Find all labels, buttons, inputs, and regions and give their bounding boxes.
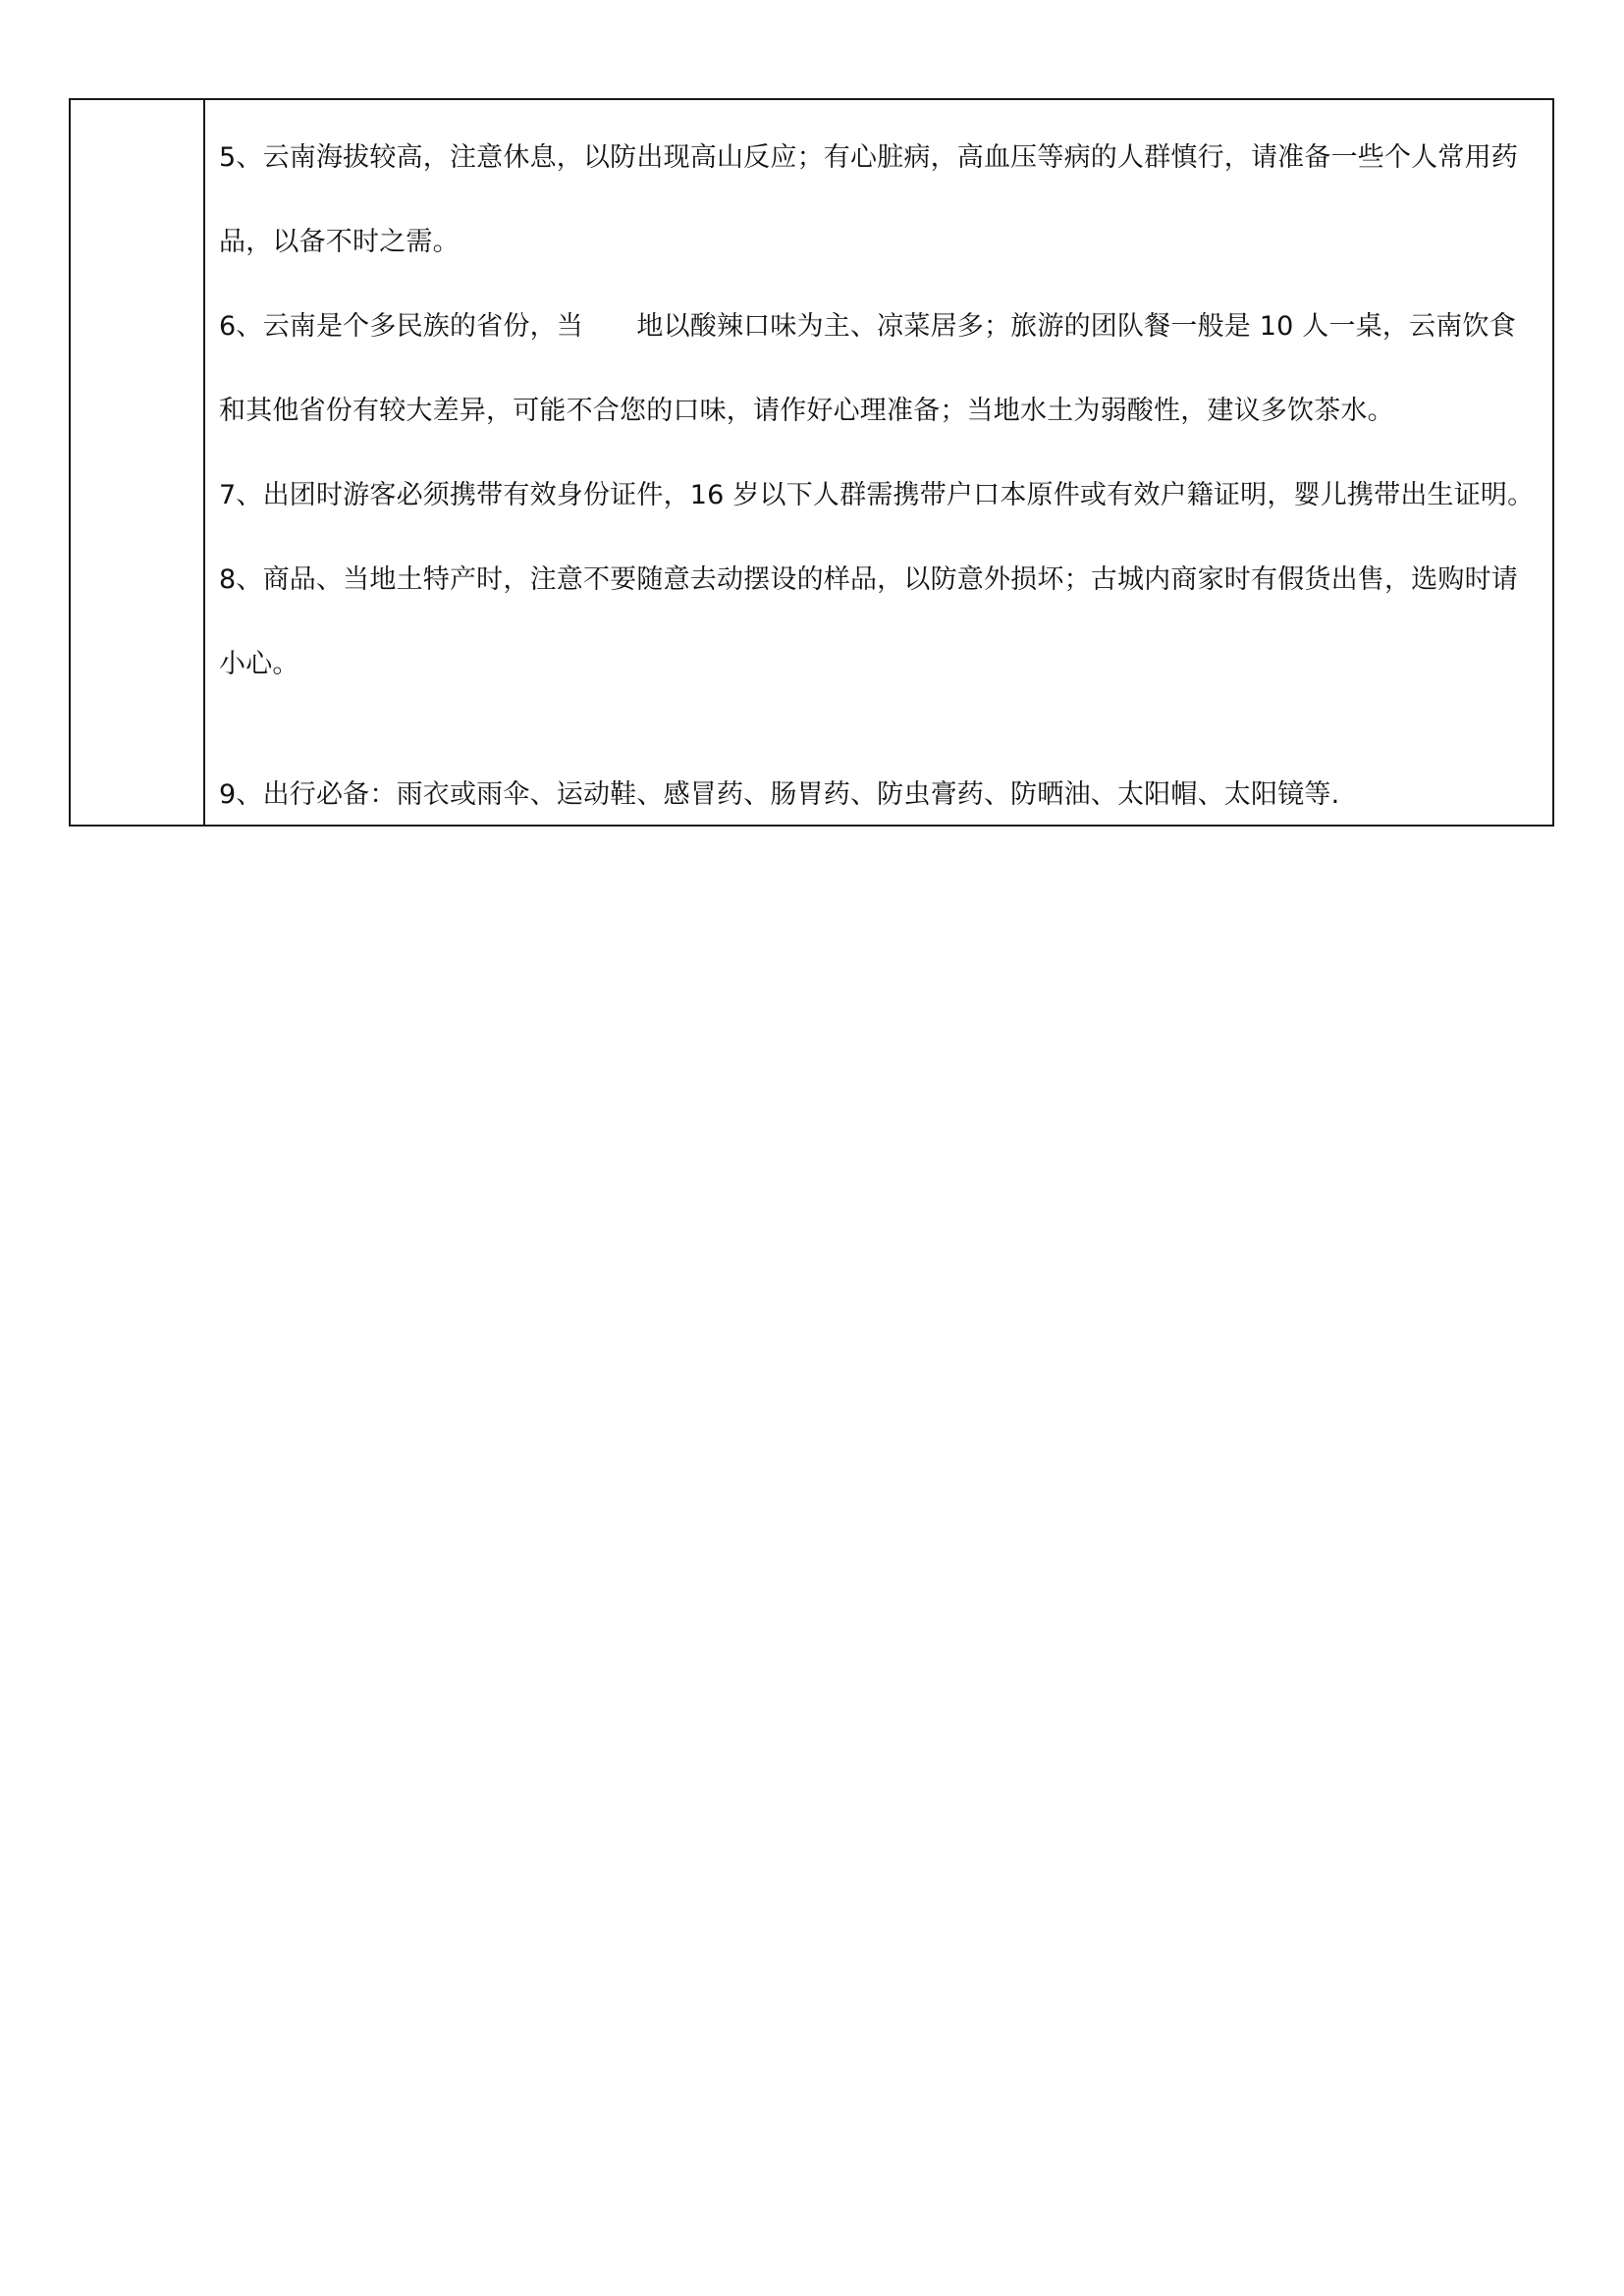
table-label-cell xyxy=(71,100,205,825)
notes-table xyxy=(69,98,1554,827)
note-item-7: 7、出团时游客必须携带有效身份证件，16 岁以下人群需携带户口本原件或有效户籍证明，婴儿携带出生证明。 xyxy=(219,480,1535,510)
note-item-6: 6、云南是个多民族的省份，当 地以酸辣口味为主、凉菜居多；旅游的团队餐一般是 10 人一桌，云南饮食和其他省份有较大差异，可能不合您的口味，请作好心理准备；当地水土为弱酸性，建议多饮茶水。 xyxy=(219,311,1516,426)
note-item-8: 8、商品、当地土特产时，注意不要随意去动摆设的样品，以防意外损坏；古城内商家时有假货出售，选购时请小心。 xyxy=(219,564,1518,679)
note-item-5: 5、云南海拔较高，注意休息，以防出现高山反应；有心脏病，高血压等病的人群慎行，请准备一些个人常用药品，以备不时之需。 xyxy=(219,142,1518,257)
table-content-cell xyxy=(205,100,1552,825)
note-item-9: 9、出行必备：雨衣或雨伞、运动鞋、感冒药、肠胃药、防虫膏药、防晒油、太阳帽、太阳镜等. xyxy=(219,779,1340,810)
